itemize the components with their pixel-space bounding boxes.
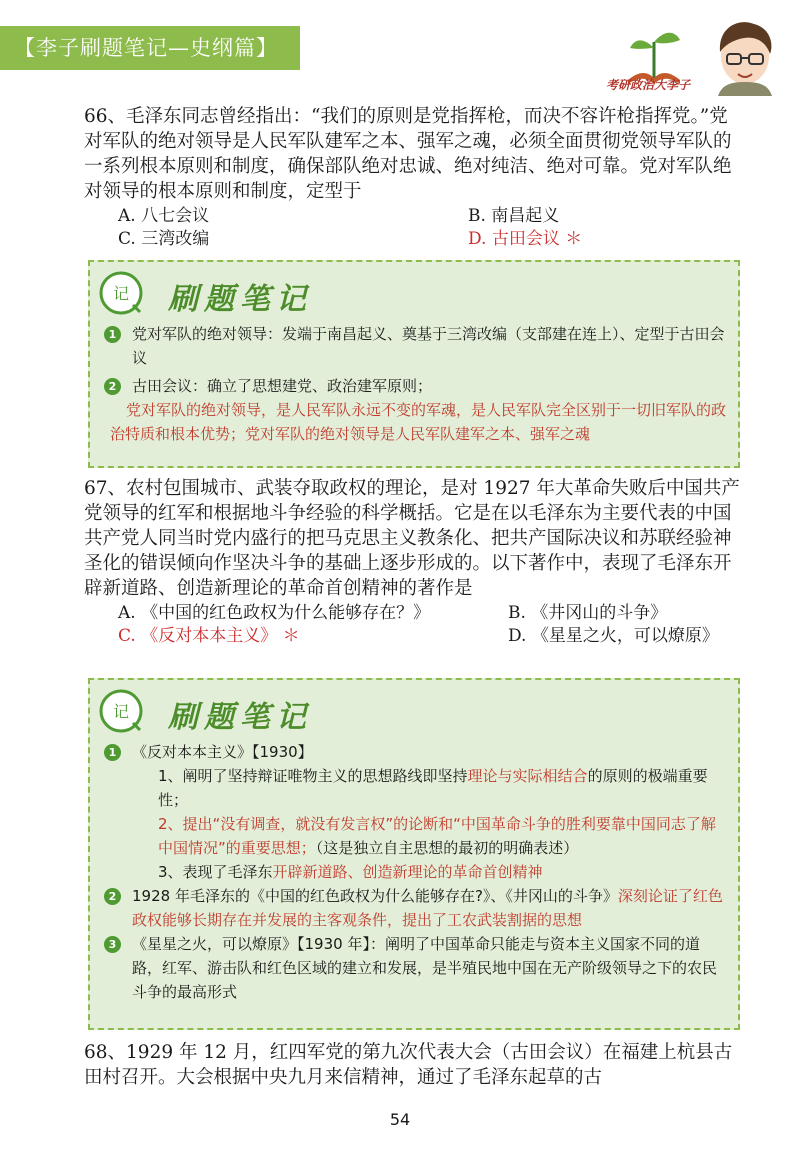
svg-text:记: 记 [112,702,130,721]
note-badge-icon [98,270,144,316]
note2-sub-2-red: 2、提出“没有调查，就没有发言权”的论断和“中国革命斗争的胜利要靠中国同志了解中国情况”的重要思想； [158,815,716,857]
question-67-text: 67、农村包围城市、武装夺取政权的理论，是对 1927 年大革命失败后中国共产党领导的红军和根据地斗争经验的科学概括。它是在以毛泽东为主要代表的中国共产党人同当时党内盛行的把马克思主义教条化、把共产国际决议和苏联经验神圣化的错误倾向作坚决斗争的基础上逐步形成的。以下著作中，表现了毛泽东开辟新道路、创造新理论的革命首创精神的著作是 [84,478,740,599]
avatar-icon [710,16,780,96]
note1-item-2 [102,374,726,446]
note-title-2: 刷题笔记 [168,700,312,735]
note2-sub-2-note: （这是独立自主思想的最初的明确表述） [315,839,579,857]
note2-sub-1-pre: 1、阐明了坚持辩证唯物主义的思想路线即坚持 [158,767,468,785]
note2-sub-3-red: 开辟新道路、创造新理论的革命首创精神 [272,863,543,881]
q67-option-d: D. 《星星之火，可以燎原》 [508,626,719,646]
note2-item-2-red: 深刻论证了红色政权能够长期存在并发展的主客观条件，提出了工农武装割据的思想 [132,887,723,929]
note2-item-3-text: 《星星之火，可以燎原》【1930 年】：阐明了中国革命只能走与资本主义国家不同的道路，红军、游击队和红色区域的建立和发展，是半殖民地中国在无产阶级领导之下的农民斗争的最高形式 [132,935,718,1001]
note2-sub-2 [132,812,726,860]
brand-text: 考研政治大李子 [606,78,691,92]
number-1-icon: 1 [104,744,121,761]
note2-sub-1-post: 的原则的极端重要性； [158,767,708,809]
number-3-icon: 3 [104,936,121,953]
note-header-2 [90,680,738,740]
q66-option-a: A. 八七会议 [118,206,210,226]
q66-option-c: C. 三湾改编 [118,229,210,249]
note-box-1 [88,260,740,468]
note1-item-1-text: 党对军队的绝对领导：发端于南昌起义、奠基于三湾改编（支部建在连上）、定型于古田会议 [132,325,725,367]
q66-option-d-correct: D. 古田会议 ＊ [468,229,583,249]
header-title: 【李子刷题笔记—史纲篇】 [0,26,300,70]
page-number: 54 [389,1110,411,1129]
note2-sub-1 [132,764,726,812]
question-68 [84,1040,744,1090]
q67-option-b: B. 《井冈山的斗争》 [508,603,668,623]
note2-item-2-pre: 1928 年毛泽东的《中国的红色政权为什么能够存在?》、《井冈山的斗争》 [132,887,618,905]
question-67 [84,476,744,649]
note2-sub-3-pre: 3、表现了毛泽东 [158,863,273,881]
number-1-icon: 1 [104,326,121,343]
note-badge-icon [98,688,144,734]
note-box-2 [88,678,740,1030]
q67-option-a: A. 《中国的红色政权为什么能够存在？》 [118,603,431,623]
note2-item-1-title: 《反对本本主义》【1930】 [132,743,313,761]
question-67-options [84,601,744,649]
question-66-text: 66、毛泽东同志曾经指出：“我们的原则是党指挥枪，而决不容许枪指挥党。”党对军队的绝对领导是人民军队建军之本、强军之魂，必须全面贯彻党领导军队的一系列根本原则和制度，确保部队绝对忠诚、绝对纯洁、绝对可靠。党对军队绝对领导的根本原则和制度，定型于 [84,106,732,202]
question-66 [84,104,744,252]
note-title: 刷题笔记 [168,282,312,317]
note1-item-2-text: 古田会议：确立了思想建党、政治建军原则； [132,377,433,395]
number-2-icon: 2 [104,888,121,905]
note1-item-1 [102,322,726,370]
note2-item-3 [102,932,726,1004]
svg-text:记: 记 [112,284,130,303]
note2-item-1 [102,740,726,884]
note2-sub-3 [132,860,726,884]
note-header [90,262,738,322]
question-68-text: 68、1929 年 12 月，红四军党的第九次代表大会（古田会议）在福建上杭县古田村召开。大会根据中央九月来信精神，通过了毛泽东起草的古 [84,1042,733,1088]
number-2-icon: 2 [104,378,121,395]
note2-item-2 [102,884,726,932]
q66-option-b: B. 南昌起义 [468,206,560,226]
question-66-options [84,204,744,252]
q67-option-c-correct: C. 《反对本本主义》 ＊ [118,626,300,646]
note2-sub-1-red: 理论与实际相结合 [467,767,588,785]
note1-item-2-red: 党对军队的绝对领导，是人民军队永远不变的军魂，是人民军队完全区别于一切旧军队的政治特质和根本优势；党对军队的绝对领导是人民军队建军之本、强军之魂 [110,401,727,443]
